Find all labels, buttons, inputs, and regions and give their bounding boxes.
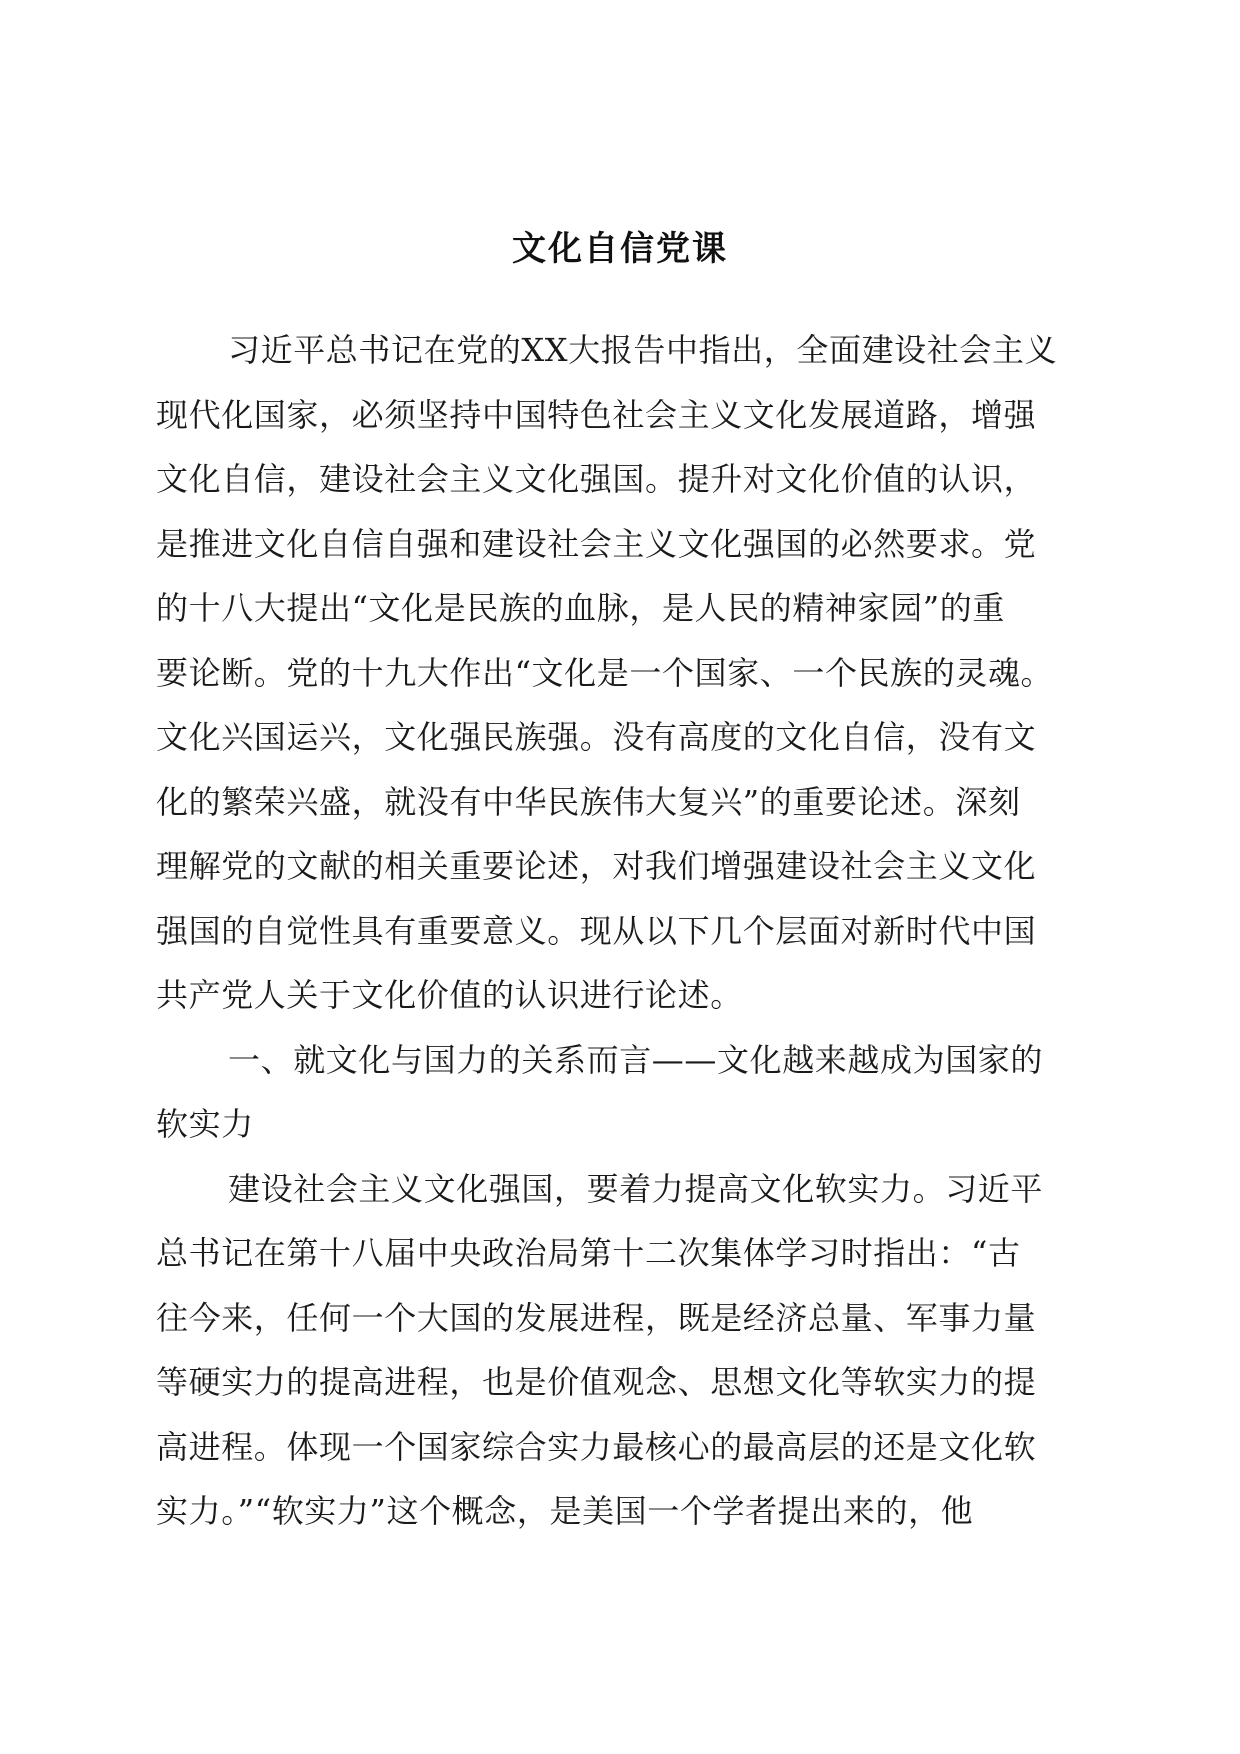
paragraph-line: 往今来，任何一个大国的发展进程，既是经济总量、军事力量 <box>156 1298 1037 1337</box>
section-heading-line: 一、就文化与国力的关系而言——文化越来越成为国家的 <box>228 1040 1044 1079</box>
paragraph-line: 共产党人关于文化价值的认识进行论述。 <box>156 976 743 1014</box>
paragraph-line: 总书记在第十八届中央政治局第十二次集体学习时指出：“古 <box>156 1234 1021 1272</box>
paragraph-line: 是推进文化自信自强和建设社会主义文化强国的必然要求。党 <box>156 524 1037 563</box>
paragraph-line: 的十八大提出“文化是民族的血脉，是人民的精神家园”的重 <box>156 589 1005 627</box>
paragraph-line: 高进程。体现一个国家综合实力最核心的最高层的还是文化软 <box>156 1427 1037 1466</box>
document-body <box>156 318 1096 1544</box>
paragraph-line: 强国的自觉性具有重要意义。现从以下几个层面对新时代中国 <box>156 911 1037 950</box>
paragraph-line: 化的繁荣兴盛，就没有中华民族伟大复兴”的重要论述。深刻 <box>156 782 1021 821</box>
paragraph-line: 理解党的文献的相关重要论述，对我们增强建设社会主义文化 <box>156 847 1037 885</box>
paragraph-line: 等硬实力的提高进程，也是价值观念、思想文化等软实力的提 <box>156 1363 1037 1401</box>
paragraph-line: 文化兴国运兴，文化强民族强。没有高度的文化自信，没有文 <box>156 718 1037 756</box>
paragraph-line: 要论断。党的十九大作出“文化是一个国家、一个民族的灵魂。 <box>156 653 1054 692</box>
document-title: 文化自信党课 <box>512 229 728 269</box>
paragraph-line: 现代化国家，必须坚持中国特色社会主义文化发展道路，增强 <box>156 395 1037 434</box>
paragraph-line: 习近平总书记在党的XX大报告中指出，全面建设社会主义 <box>228 331 1058 369</box>
paragraph-line: 建设社会主义文化强国，要着力提高文化软实力。习近平 <box>228 1169 1044 1208</box>
paragraph-line: 实力。”“软实力”这个概念，是美国一个学者提出来的，他 <box>156 1492 974 1530</box>
paragraph-line: 文化自信，建设社会主义文化强国。提升对文化价值的认识， <box>156 460 1037 498</box>
section-heading-line: 软实力 <box>156 1105 254 1143</box>
